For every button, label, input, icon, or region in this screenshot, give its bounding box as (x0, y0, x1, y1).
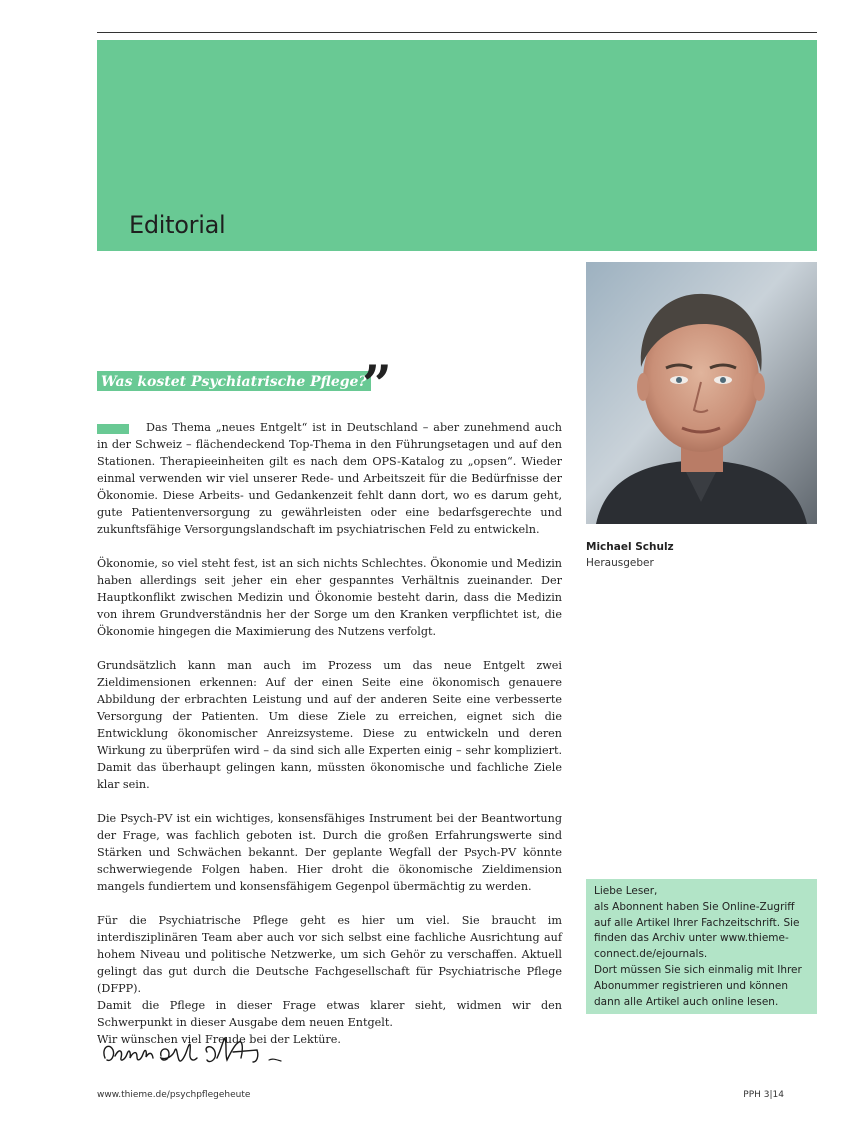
subscriber-info-box (586, 879, 817, 1014)
author-name: Michael Schulz (586, 541, 674, 553)
portrait-image (586, 262, 817, 524)
paragraph: Damit die Pflege in dieser Frage etwas klarer sieht, widmen wir den Schwerpunkt in dieser Ausgabe dem neuen Entgelt. (97, 999, 562, 1029)
paragraph: Das Thema „neues Entgelt“ ist in Deutschland – aber zunehmend auch in der Schweiz – flächendeckend Top-Thema in den Führungsetagen und auf den Stationen. Therapieeinheiten gilt es nach dem OPS-Katalog zu „opsen“. Wieder einmal verwenden wir viel unserer Rede- und Arbeitszeit für die Bedürfnisse der Ökonomie. Diese Arbeits- und Gedankenzeit fehlt dann dort, wo es darum geht, gute Patientenversorgung zu gewährleisten oder eine bedarfsgerechte und zukunftsfähige Versorgungslandschaft im psychiatrischen Feld zu entwickeln. (97, 421, 562, 536)
kicker-text: Was kostet Psychiatrische Pflege? (101, 374, 367, 390)
header-band (97, 40, 817, 251)
article-kicker (97, 371, 371, 391)
author-role: Herausgeber (586, 557, 654, 569)
paragraph: Für die Psychiatrische Pflege geht es hier um viel. Sie braucht im interdisziplinären Team aber auch vor sich selbst eine fachliche Ausrichtung auf hohem Niveau und politische Netzwerke, um sich Gehör zu verschaffen. Aktuell gelingt das gut durch die Deutsche Fachgesellschaft für Psychiatrische Pflege (DFPP). (97, 914, 562, 995)
footer-page-number: PPH 3|14 (743, 1090, 784, 1100)
author-photo (586, 262, 817, 524)
paragraph: Wir wünschen viel Freude bei der Lektüre. (97, 1033, 341, 1046)
footer-url: www.thieme.de/psychpflegeheute (97, 1090, 251, 1100)
page-title: Editorial (129, 211, 226, 239)
signature-image (97, 1030, 302, 1072)
paragraph: Grundsätzlich kann man auch im Prozess um das neue Entgelt zwei Zieldimensionen erkennen: Auf der einen Seite eine ökonomisch genauere Abbildung der erbrachten Leistung und auf der anderen Seite eine verbesserte Versorgung der Patienten. Um diese Ziele zu erreichen, eignet sich die Entwicklung ökonomischer Anreizsysteme. Diese zu entwickeln und deren Wirkung zu überprüfen wird – da sind sich alle Experten einig – sehr kompliziert. Damit das überhaupt gelingen kann, müssten ökonomische und fachliche Ziele klar sein. (97, 659, 562, 791)
top-rule (97, 32, 817, 33)
article-body (97, 419, 562, 1048)
paragraph: Ökonomie, so viel steht fest, ist an sich nichts Schlechtes. Ökonomie und Medizin haben allerdings seit jeher ein eher gespanntes Verhältnis zueinander. Der Hauptkonflikt zwischen Medizin und Ökonomie besteht darin, dass die Medizin von ihrem Grundverständnis her der Sorge um den Kranken verpflichtet ist, die Ökonomie hingegen die Maximierung des Nutzens verfolgt. (97, 557, 562, 638)
quote-mark-icon: ” (362, 355, 392, 416)
paragraph: Die Psych-PV ist ein wichtiges, konsensfähiges Instrument bei der Beantwortung der Frage, was fachlich geboten ist. Durch die großen Erfahrungswerte sind Stärken und Schwächen bekannt. Der geplante Wegfall der Psych-PV könnte schwerwiegende Folgen haben. Hier droht die ökonomische Zieldimension mangels fundiertem und konsensfähigem Gegenpol übermächtig zu werden. (97, 812, 562, 893)
info-box-text: Liebe Leser, als Abonnent haben Sie Online-Zugriff auf alle Artikel Ihrer Fachzeitschrift. Sie finden das Archiv unter www.thieme-connect.de/ejournals. Dort müssen Sie sich einmalig mit Ihrer Abonummer registrieren und können dann alle Artikel auch online lesen. (594, 885, 802, 1008)
